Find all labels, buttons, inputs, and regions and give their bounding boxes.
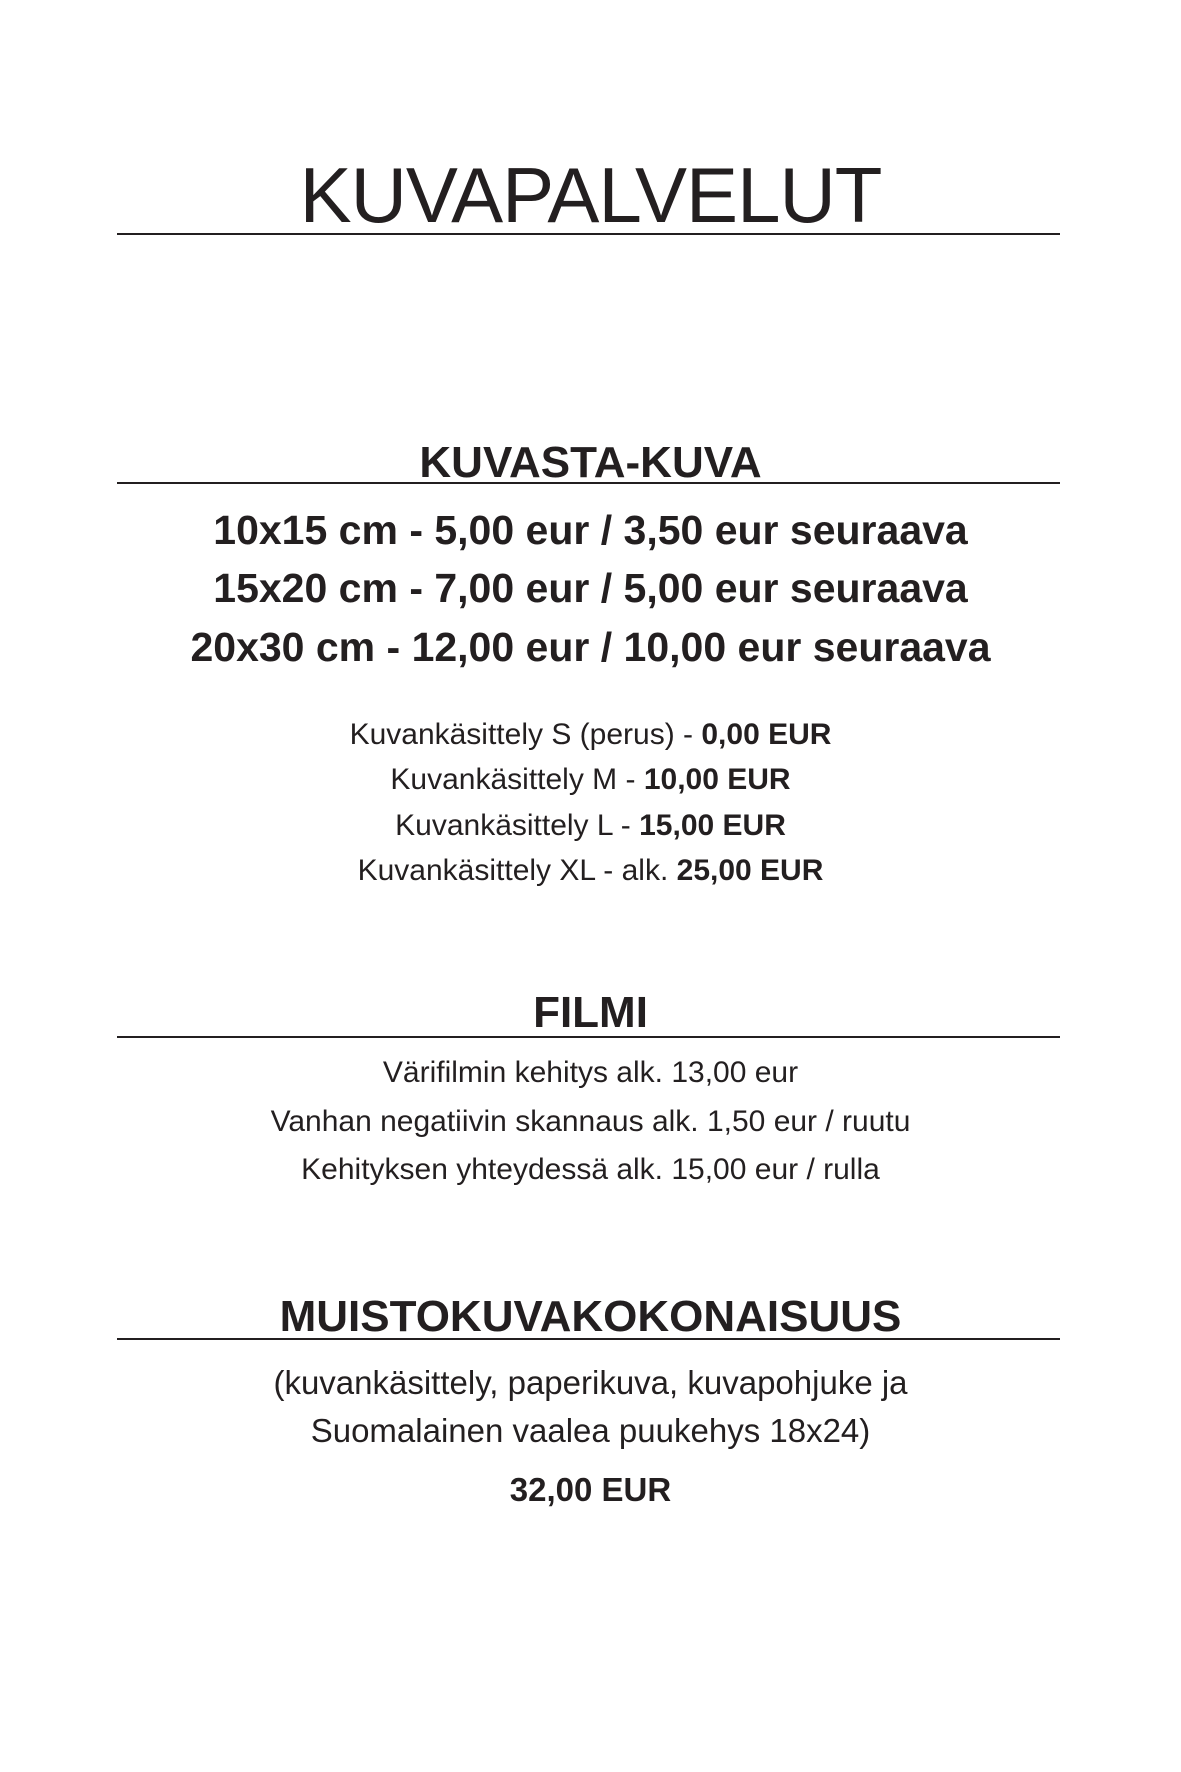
processing-price: 25,00 EUR — [676, 854, 824, 887]
section-heading-filmi: FILMI — [533, 988, 648, 1037]
muistokuva-price: 32,00 EUR — [509, 1471, 672, 1508]
price-line-10x15: 10x15 cm - 5,00 eur / 3,50 eur seuraava — [213, 507, 968, 553]
filmi-line-1: Värifilmin kehitys alk. 13,00 eur — [382, 1056, 799, 1089]
filmi-line-2: Vanhan negatiivin skannaus alk. 1,50 eur / ruutu — [270, 1105, 911, 1138]
price-line-20x30: 20x30 cm - 12,00 eur / 10,00 eur seuraava — [190, 624, 991, 670]
price-line-15x20: 15x20 cm - 7,00 eur / 5,00 eur seuraava — [213, 565, 968, 611]
processing-line-s — [0, 715, 1181, 755]
title-divider — [117, 233, 1060, 235]
muistokuva-description-line-1: (kuvankäsittely, paperikuva, kuvapohjuke ja — [273, 1364, 908, 1401]
page-title: KUVAPALVELUT — [299, 151, 882, 239]
processing-line-l — [0, 806, 1181, 846]
processing-line-xl — [0, 851, 1181, 891]
processing-label: Kuvankäsittely L - — [395, 809, 640, 842]
filmi-line-3: Kehityksen yhteydessä alk. 15,00 eur / rulla — [301, 1153, 880, 1186]
processing-label: Kuvankäsittely S (perus) - — [349, 718, 702, 751]
section-divider-muistokuva — [117, 1338, 1060, 1340]
processing-label: Kuvankäsittely XL - alk. — [357, 854, 677, 887]
section-heading-muistokuva: MUISTOKUVAKOKONAISUUS — [279, 1292, 902, 1341]
processing-label: Kuvankäsittely M - — [390, 763, 644, 796]
processing-price: 15,00 EUR — [639, 809, 786, 842]
muistokuva-description-line-2: Suomalainen vaalea puukehys 18x24) — [310, 1412, 871, 1449]
processing-price: 0,00 EUR — [701, 718, 832, 751]
processing-line-m — [0, 760, 1181, 800]
section-heading-kuvasta-kuva: KUVASTA-KUVA — [419, 438, 762, 487]
section-divider-kuvasta-kuva — [117, 482, 1060, 484]
processing-price: 10,00 EUR — [643, 763, 791, 796]
section-divider-filmi — [117, 1036, 1060, 1038]
